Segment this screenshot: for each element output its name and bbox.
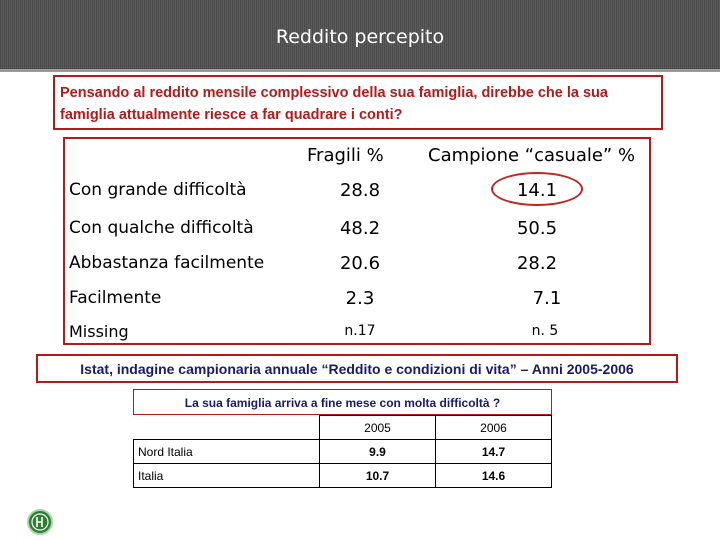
column-header-campione: Campione “casuale” % <box>428 145 636 166</box>
year-header-2005: 2005 <box>320 416 436 440</box>
cell-fragili-abbastanza: 20.6 <box>339 253 381 274</box>
row-label-facilmente: Facilmente <box>69 288 162 308</box>
istat-table <box>133 415 552 488</box>
cell-campione-missing: n. 5 <box>531 323 559 339</box>
table-row <box>134 416 552 440</box>
cell-fragili-qualche: 48.2 <box>339 218 381 239</box>
cell-nord-2005: 9.9 <box>320 440 436 464</box>
slide-title: Reddito percepito <box>275 26 445 48</box>
cell-campione-facilmente: 7.1 <box>532 288 562 309</box>
source-box <box>36 354 678 383</box>
header-bar <box>0 0 720 72</box>
source-text: Istat, indagine campionaria annuale “Reddito e condizioni di vita” – Anni 2005-2006 <box>80 361 634 377</box>
row-label-italia: Italia <box>134 464 320 488</box>
cell-italia-2005: 10.7 <box>320 464 436 488</box>
istat-table-title: La sua famiglia arriva a fine mese con molta difficoltà ? <box>184 396 501 410</box>
cell-fragili-grande: 28.8 <box>339 180 381 201</box>
cell-fragili-facilmente: 2.3 <box>345 288 375 309</box>
row-label-missing: Missing <box>69 322 129 341</box>
highlight-circle <box>491 172 583 206</box>
year-header-2006: 2006 <box>436 416 552 440</box>
row-label-abbastanza-facilmente: Abbastanza facilmente <box>69 253 265 273</box>
main-table-frame <box>63 137 651 345</box>
table-row <box>134 440 552 464</box>
question-text: Pensando al reddito mensile complessivo della sua famiglia, direbbe che la sua famiglia attualmente riesce a far quadrare i conti? <box>60 85 608 123</box>
column-header-fragili: Fragili % <box>307 145 384 166</box>
cell-italia-2006: 14.6 <box>436 464 552 488</box>
istat-table-title-box <box>133 389 552 415</box>
cell-campione-grande: 14.1 <box>516 180 558 201</box>
empty-header-cell <box>134 416 320 440</box>
cell-fragili-missing: n.17 <box>344 323 376 339</box>
cell-campione-qualche: 50.5 <box>516 218 558 239</box>
table-row <box>134 464 552 488</box>
row-label-grande-difficolta: Con grande difficoltà <box>69 180 247 200</box>
green-circle-logo-icon <box>27 509 53 535</box>
question-box <box>53 75 663 130</box>
cell-campione-abbastanza: 28.2 <box>516 253 558 274</box>
row-label-nord-italia: Nord Italia <box>134 440 320 464</box>
cell-nord-2006: 14.7 <box>436 440 552 464</box>
row-label-qualche-difficolta: Con qualche difficoltà <box>69 218 254 238</box>
